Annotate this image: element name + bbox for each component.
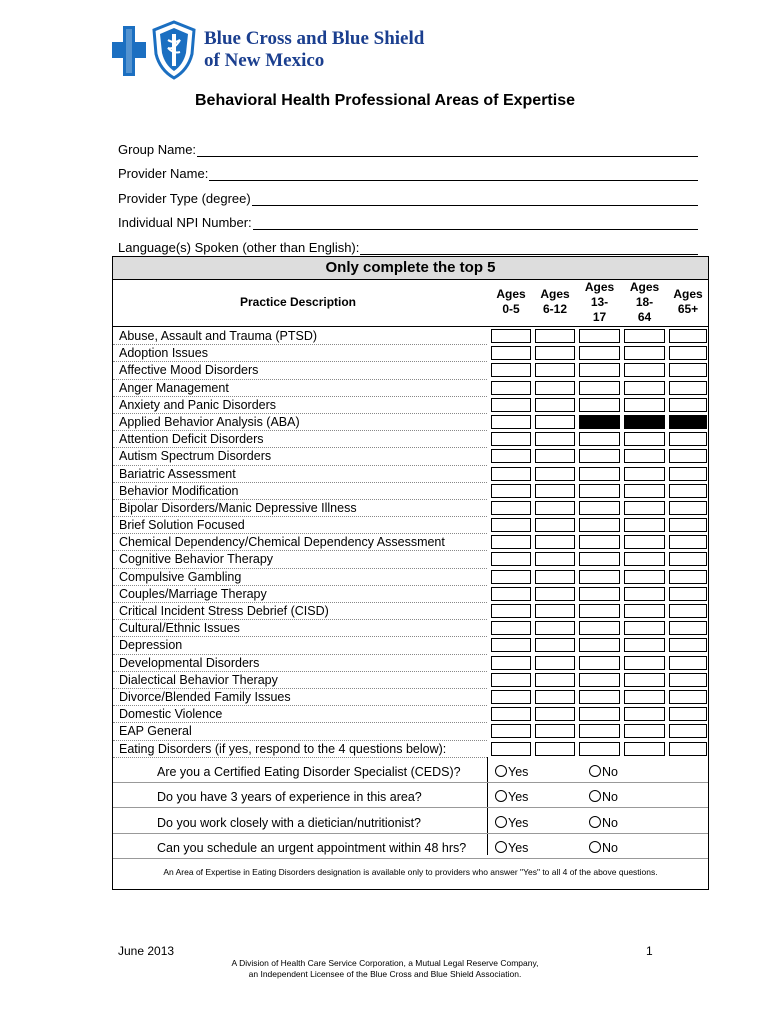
practice-rows xyxy=(113,328,708,758)
practice-label: Cultural/Ethnic Issues xyxy=(119,621,240,636)
age-column-header xyxy=(578,280,621,324)
age-checkbox[interactable] xyxy=(579,467,620,481)
age-header-line: Ages xyxy=(629,279,660,294)
practice-label: Compulsive Gambling xyxy=(119,569,242,584)
table-row xyxy=(113,569,708,586)
age-checkbox[interactable] xyxy=(535,673,575,687)
table-row xyxy=(113,586,708,603)
age-checkbox[interactable] xyxy=(579,432,620,446)
table-row xyxy=(113,345,708,362)
age-header-line: Ages xyxy=(584,279,615,294)
footer-date: June 2013 xyxy=(118,944,175,958)
age-checkbox[interactable] xyxy=(491,467,531,481)
provider-name-field[interactable] xyxy=(118,163,698,181)
no-label: No xyxy=(602,790,618,804)
age-checkbox[interactable] xyxy=(624,432,665,446)
age-checkbox[interactable] xyxy=(491,621,531,635)
yes-radio-option[interactable] xyxy=(495,816,528,830)
age-checkbox[interactable] xyxy=(579,449,620,463)
table-banner: Only complete the top 5 xyxy=(113,257,708,280)
age-checkbox[interactable] xyxy=(491,690,531,704)
age-checkbox[interactable] xyxy=(579,381,620,395)
age-column-header xyxy=(490,280,532,324)
age-checkbox[interactable] xyxy=(669,604,707,618)
age-checkbox[interactable] xyxy=(624,656,665,670)
age-checkbox[interactable] xyxy=(491,570,531,584)
footer-line-1: A Division of Health Care Service Corporation, a Mutual Legal Reserve Company, xyxy=(231,958,539,968)
age-checkbox[interactable] xyxy=(535,346,575,360)
age-checkbox[interactable] xyxy=(491,535,531,549)
age-checkbox[interactable] xyxy=(624,484,665,498)
no-radio-option[interactable] xyxy=(589,816,618,830)
age-checkbox[interactable] xyxy=(535,690,575,704)
practice-label: Anxiety and Panic Disorders xyxy=(119,397,277,412)
age-checkbox[interactable] xyxy=(491,398,531,412)
age-checkbox[interactable] xyxy=(624,501,665,515)
age-checkbox[interactable] xyxy=(579,673,620,687)
age-checkbox[interactable] xyxy=(624,587,665,601)
question-text: Can you schedule an urgent appointment within 48 hrs? xyxy=(157,841,467,855)
age-checkbox[interactable] xyxy=(624,742,665,756)
age-checkbox[interactable] xyxy=(535,604,575,618)
age-checkbox[interactable] xyxy=(535,432,575,446)
practice-label: Chemical Dependency/Chemical Dependency Assessment xyxy=(119,535,445,550)
age-checkbox[interactable] xyxy=(535,501,575,515)
page-number: 1 xyxy=(646,944,653,958)
table-row xyxy=(113,448,708,465)
table-row xyxy=(113,603,708,620)
practice-label: Brief Solution Focused xyxy=(119,518,245,533)
age-checkbox[interactable] xyxy=(491,638,531,652)
age-checkbox[interactable] xyxy=(669,346,707,360)
radio-circle-icon[interactable] xyxy=(495,790,507,802)
question-text: Do you have 3 years of experience in this area? xyxy=(157,790,422,804)
age-checkbox[interactable] xyxy=(624,570,665,584)
practice-label: Bariatric Assessment xyxy=(119,466,236,481)
logo-line-1: Blue Cross and Blue Shield xyxy=(204,28,425,49)
age-column-header xyxy=(534,280,576,324)
age-checkbox[interactable] xyxy=(491,363,531,377)
radio-circle-icon[interactable] xyxy=(589,765,601,777)
age-checkbox[interactable] xyxy=(669,329,707,343)
question-row xyxy=(113,834,708,860)
footer-line-2: an Independent Licensee of the Blue Cross and Blue Shield Association. xyxy=(248,969,522,979)
table-row xyxy=(113,706,708,723)
age-column-header xyxy=(668,280,708,324)
age-checkbox[interactable] xyxy=(491,449,531,463)
practice-label: Divorce/Blended Family Issues xyxy=(119,689,291,704)
radio-circle-icon[interactable] xyxy=(495,816,507,828)
question-row xyxy=(113,757,708,783)
radio-circle-icon[interactable] xyxy=(495,841,507,853)
age-checkbox[interactable] xyxy=(669,673,707,687)
practice-label: Abuse, Assault and Trauma (PTSD) xyxy=(119,329,318,343)
age-checkbox[interactable] xyxy=(491,346,531,360)
no-label: No xyxy=(602,764,618,779)
age-checkbox[interactable] xyxy=(624,535,665,549)
table-row xyxy=(113,414,708,431)
eating-disorder-questions xyxy=(113,757,708,859)
age-checkbox[interactable] xyxy=(669,432,707,446)
table-row xyxy=(113,466,708,483)
age-checkbox[interactable] xyxy=(535,656,575,670)
age-checkbox[interactable] xyxy=(624,690,665,704)
radio-circle-icon[interactable] xyxy=(589,816,601,828)
age-checkbox[interactable] xyxy=(669,742,707,756)
age-checkbox[interactable] xyxy=(669,656,707,670)
age-checkbox[interactable] xyxy=(491,656,531,670)
npi-number-input[interactable] xyxy=(253,216,698,230)
no-radio-option[interactable] xyxy=(589,765,618,779)
age-checkbox[interactable] xyxy=(491,587,531,601)
age-header-line: 65+ xyxy=(677,302,699,316)
table-row xyxy=(113,689,708,706)
no-radio-option[interactable] xyxy=(589,841,618,855)
yes-label: Yes xyxy=(508,790,529,804)
table-row xyxy=(113,655,708,672)
age-checkbox[interactable] xyxy=(624,363,665,377)
age-checkbox[interactable] xyxy=(579,518,620,532)
blue-cross-icon xyxy=(112,24,146,80)
practice-label: Attention Deficit Disorders xyxy=(119,432,264,447)
age-checkbox[interactable] xyxy=(535,449,575,463)
age-checkbox[interactable] xyxy=(669,449,707,463)
yes-radio-option[interactable] xyxy=(495,765,528,779)
age-checkbox[interactable] xyxy=(535,535,575,549)
practice-description-header: Practice Description xyxy=(239,295,357,309)
header-divider xyxy=(113,326,708,327)
age-checkbox[interactable] xyxy=(491,707,531,721)
age-checkbox[interactable] xyxy=(669,552,707,566)
age-checkbox[interactable] xyxy=(669,724,707,738)
age-checkbox[interactable] xyxy=(579,621,620,635)
age-checkbox[interactable] xyxy=(579,501,620,515)
age-checkbox[interactable] xyxy=(579,707,620,721)
age-checkbox[interactable] xyxy=(624,604,665,618)
age-checkbox[interactable] xyxy=(624,724,665,738)
table-row xyxy=(113,362,708,379)
age-header-line: Ages xyxy=(673,287,703,301)
blocked-cell xyxy=(579,415,620,429)
table-row xyxy=(113,397,708,414)
practice-label: Affective Mood Disorders xyxy=(119,363,259,378)
age-checkbox[interactable] xyxy=(579,742,620,756)
age-checkbox[interactable] xyxy=(535,587,575,601)
question-row xyxy=(113,783,708,809)
age-checkbox[interactable] xyxy=(535,742,575,756)
eating-disorder-note: An Area of Expertise in Eating Disorders designation is available only to providers who answer "Yes" to all 4 of the above questions. xyxy=(163,867,658,877)
table-row xyxy=(113,672,708,689)
practice-label: Anger Management xyxy=(119,380,229,395)
age-header-line: Ages xyxy=(496,287,526,301)
table-row xyxy=(113,551,708,568)
age-checkbox[interactable] xyxy=(579,656,620,670)
radio-circle-icon[interactable] xyxy=(589,841,601,853)
provider-name-input[interactable] xyxy=(209,167,698,181)
npi-number-field[interactable] xyxy=(118,212,698,230)
yes-label: Yes xyxy=(508,841,529,855)
provider-type-input[interactable] xyxy=(252,192,698,206)
table-row xyxy=(113,534,708,551)
age-checkbox[interactable] xyxy=(669,638,707,652)
table-row xyxy=(113,483,708,500)
age-checkbox[interactable] xyxy=(669,467,707,481)
age-checkbox[interactable] xyxy=(624,329,665,343)
age-checkbox[interactable] xyxy=(579,329,620,343)
expertise-table xyxy=(112,256,709,890)
npi-number-label: Individual NPI Number: xyxy=(118,215,252,230)
age-checkbox[interactable] xyxy=(491,484,531,498)
table-row xyxy=(113,620,708,637)
blocked-cell xyxy=(624,415,665,429)
age-checkbox[interactable] xyxy=(669,707,707,721)
practice-label: Applied Behavior Analysis (ABA) xyxy=(119,414,300,429)
age-header-line: 18- xyxy=(635,294,654,309)
age-checkbox[interactable] xyxy=(535,707,575,721)
table-row xyxy=(113,741,708,758)
yes-label: Yes xyxy=(508,764,529,779)
age-checkbox[interactable] xyxy=(669,363,707,377)
practice-label: Depression xyxy=(119,638,183,653)
age-checkbox[interactable] xyxy=(669,535,707,549)
age-checkbox[interactable] xyxy=(669,518,707,532)
practice-label: Eating Disorders (if yes, respond to the 4 questions below): xyxy=(119,741,447,756)
age-checkbox[interactable] xyxy=(624,552,665,566)
age-checkbox[interactable] xyxy=(535,724,575,738)
yes-radio-option[interactable] xyxy=(495,790,528,804)
radio-circle-icon[interactable] xyxy=(589,790,601,802)
age-checkbox[interactable] xyxy=(624,621,665,635)
age-checkbox[interactable] xyxy=(491,673,531,687)
no-label: No xyxy=(602,815,618,830)
question-row xyxy=(113,808,708,834)
age-checkbox[interactable] xyxy=(624,346,665,360)
age-checkbox[interactable] xyxy=(669,381,707,395)
age-checkbox[interactable] xyxy=(669,398,707,412)
age-checkbox[interactable] xyxy=(579,587,620,601)
age-checkbox[interactable] xyxy=(669,570,707,584)
table-row xyxy=(113,380,708,397)
age-checkbox[interactable] xyxy=(491,501,531,515)
age-checkbox[interactable] xyxy=(624,467,665,481)
age-checkbox[interactable] xyxy=(579,724,620,738)
age-checkbox[interactable] xyxy=(491,724,531,738)
languages-input[interactable] xyxy=(360,241,698,255)
age-checkbox[interactable] xyxy=(535,363,575,377)
practice-label: Critical Incident Stress Debrief (CISD) xyxy=(119,604,329,618)
age-checkbox[interactable] xyxy=(579,484,620,498)
table-row xyxy=(113,637,708,654)
age-header-line: 64 xyxy=(637,309,652,324)
age-checkbox[interactable] xyxy=(579,363,620,377)
age-checkbox[interactable] xyxy=(669,587,707,601)
age-checkbox[interactable] xyxy=(579,570,620,584)
age-checkbox[interactable] xyxy=(624,398,665,412)
age-checkbox[interactable] xyxy=(535,467,575,481)
age-checkbox[interactable] xyxy=(491,552,531,566)
languages-field[interactable] xyxy=(118,237,698,255)
age-checkbox[interactable] xyxy=(624,638,665,652)
age-header-line: 0-5 xyxy=(502,302,520,316)
age-checkbox[interactable] xyxy=(491,604,531,618)
table-row xyxy=(113,723,708,740)
provider-name-label: Provider Name: xyxy=(118,166,209,181)
no-radio-option[interactable] xyxy=(589,790,618,804)
age-checkbox[interactable] xyxy=(535,552,575,566)
group-name-label: Group Name: xyxy=(118,142,197,157)
age-checkbox[interactable] xyxy=(535,415,575,429)
age-checkbox[interactable] xyxy=(669,690,707,704)
age-checkbox[interactable] xyxy=(579,346,620,360)
blue-shield-icon xyxy=(150,20,198,80)
age-checkbox[interactable] xyxy=(491,432,531,446)
radio-circle-icon[interactable] xyxy=(495,765,507,777)
table-row xyxy=(113,517,708,534)
logo-line-2: of New Mexico xyxy=(204,50,325,71)
practice-label: Bipolar Disorders/Manic Depressive Illness xyxy=(119,500,357,515)
age-checkbox[interactable] xyxy=(624,673,665,687)
group-name-input[interactable] xyxy=(197,143,698,157)
table-row xyxy=(113,500,708,517)
page-title: Behavioral Health Professional Areas of Expertise xyxy=(195,92,575,109)
bcbs-logo xyxy=(112,20,425,84)
age-checkbox[interactable] xyxy=(669,501,707,515)
age-checkbox[interactable] xyxy=(579,638,620,652)
table-row xyxy=(113,431,708,448)
age-checkbox[interactable] xyxy=(491,415,531,429)
provider-type-field[interactable] xyxy=(118,188,698,206)
age-checkbox[interactable] xyxy=(491,742,531,756)
practice-label: EAP General xyxy=(119,724,192,739)
age-checkbox[interactable] xyxy=(491,381,531,395)
practice-label: Dialectical Behavior Therapy xyxy=(119,672,278,687)
practice-label: Adoption Issues xyxy=(119,346,208,361)
practice-label: Autism Spectrum Disorders xyxy=(119,449,272,464)
practice-label: Couples/Marriage Therapy xyxy=(119,586,267,601)
age-header-line: 6-12 xyxy=(542,302,568,316)
age-checkbox[interactable] xyxy=(535,329,575,343)
question-text: Do you work closely with a dietician/nutritionist? xyxy=(157,815,422,830)
practice-label: Behavior Modification xyxy=(119,483,239,498)
age-checkbox[interactable] xyxy=(579,535,620,549)
table-row xyxy=(113,328,708,345)
age-checkbox[interactable] xyxy=(535,398,575,412)
age-checkbox[interactable] xyxy=(535,621,575,635)
question-text: Are you a Certified Eating Disorder Specialist (CEDS)? xyxy=(157,764,461,779)
languages-label: Language(s) Spoken (other than English): xyxy=(118,240,360,255)
age-checkbox[interactable] xyxy=(624,518,665,532)
yes-radio-option[interactable] xyxy=(495,841,528,855)
age-checkbox[interactable] xyxy=(624,381,665,395)
age-checkbox[interactable] xyxy=(579,690,620,704)
age-checkbox[interactable] xyxy=(535,381,575,395)
blocked-cell xyxy=(669,415,707,429)
logo-text xyxy=(204,28,424,72)
footer-division-text xyxy=(0,958,770,980)
no-label: No xyxy=(602,841,618,855)
provider-type-label: Provider Type (degree) xyxy=(118,191,251,206)
age-checkbox[interactable] xyxy=(491,329,531,343)
age-column-header xyxy=(623,280,666,324)
practice-label: Cognitive Behavior Therapy xyxy=(119,552,274,567)
group-name-field[interactable] xyxy=(118,139,698,157)
age-checkbox[interactable] xyxy=(579,552,620,566)
age-checkbox[interactable] xyxy=(624,707,665,721)
age-checkbox[interactable] xyxy=(669,621,707,635)
age-header-line: Ages xyxy=(540,287,570,301)
practice-label: Developmental Disorders xyxy=(119,655,260,670)
age-checkbox[interactable] xyxy=(535,484,575,498)
age-checkbox[interactable] xyxy=(535,570,575,584)
age-checkbox[interactable] xyxy=(579,398,620,412)
yes-label: Yes xyxy=(508,815,529,830)
age-checkbox[interactable] xyxy=(535,518,575,532)
age-checkbox[interactable] xyxy=(579,604,620,618)
age-checkbox[interactable] xyxy=(624,449,665,463)
practice-label: Domestic Violence xyxy=(119,707,223,722)
age-checkbox[interactable] xyxy=(491,518,531,532)
age-header-line: 13- xyxy=(590,294,609,309)
age-checkbox[interactable] xyxy=(535,638,575,652)
age-checkbox[interactable] xyxy=(669,484,707,498)
age-header-line: 17 xyxy=(592,309,607,324)
